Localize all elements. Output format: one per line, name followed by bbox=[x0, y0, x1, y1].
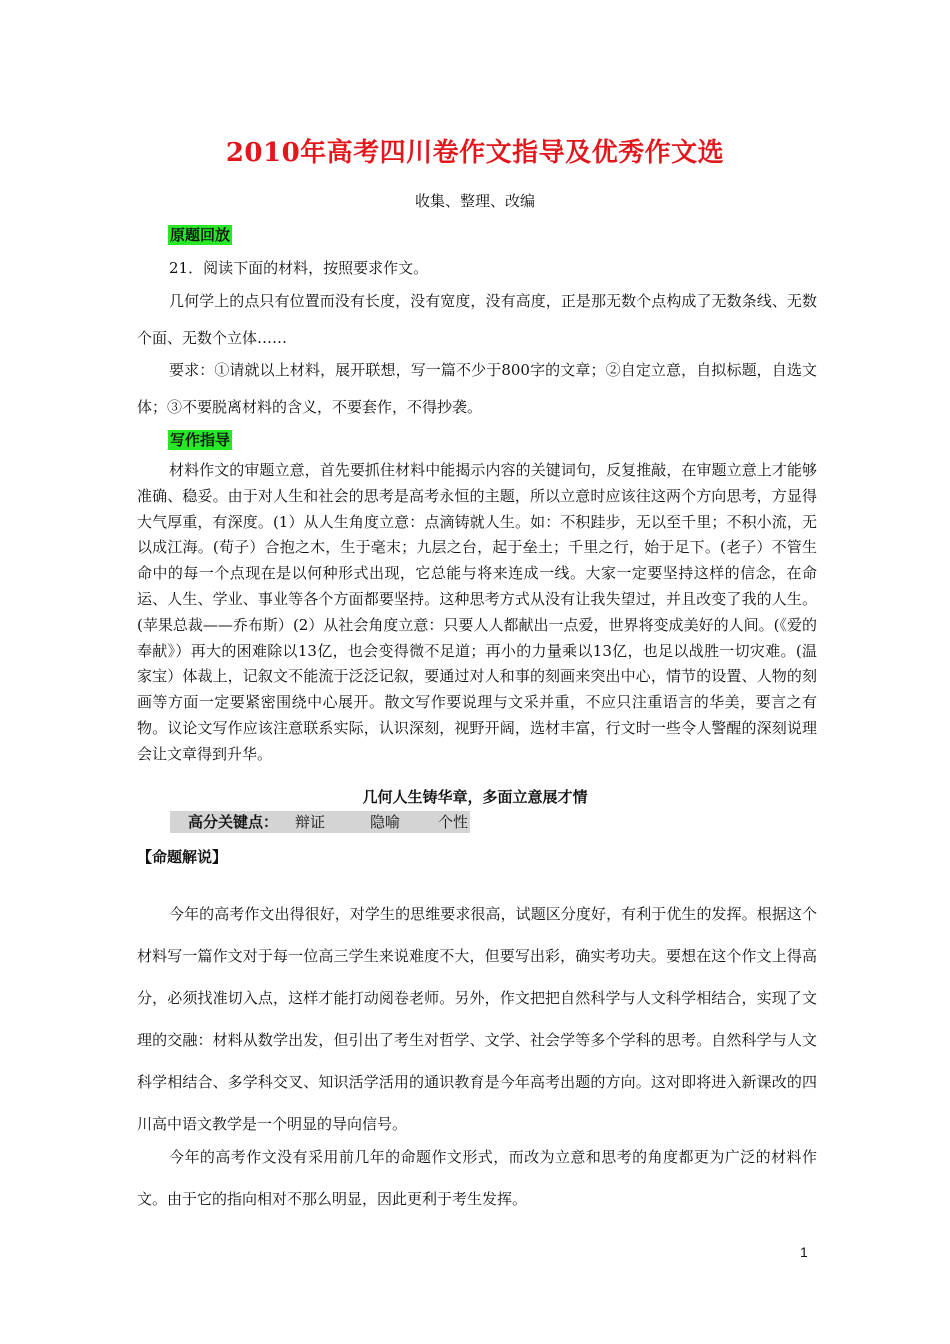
keypoint-tag: 辩证 bbox=[295, 813, 326, 831]
section-label-original bbox=[168, 225, 232, 245]
document-subtitle: 收集、整理、改编 bbox=[414, 192, 535, 210]
keypoint-tag: 个性 bbox=[438, 813, 469, 831]
document-title: 2010年高考四川卷作文指导及优秀作文选 bbox=[225, 138, 725, 168]
keypoints-label: 高分关键点： bbox=[188, 813, 279, 831]
analysis-paragraph: 今年的高考作文没有采用前几年的命题作文形式，而改为立意和思考的角度都更为广泛的材料作文。由于它的指向相对不那么明显，因此更利于考生发挥。 bbox=[137, 1148, 817, 1208]
guide-paragraph: 材料作文的审题立意，首先要抓住材料中能揭示内容的关键词句，反复推敲，在审题立意上才能够准确、稳妥。由于对人生和社会的思考是高考永恒的主题，所以立意时应该往这两个方向思考，方显得大气厚重，有深度。(1）从人生角度立意：点滴铸就人生。如：不积跬步，无以至千里；不积小流，无以成江海。(荀子）合抱之木，生于毫末；九层之台，起于垒土；千里之行，始于足下。(老子）不管生命中的每一个点现在是以何种形式出现，它总能与将来连成一线。大家一定要坚持这样的信念，在命运、人生、学业、事业等各个方面都要坚持。这种思考方式从没有让我失望过，并且改变了我的人生。(苹果总裁——乔布斯）(2）从社会角度立意：只要人人都献出一点爱，世界将变成美好的人间。(《爱的奉献》）再大的困难除以13亿，也会变得微不足道；再小的力量乘以13亿，也足以战胜一切灾难。(温家宝）体裁上，记叙文不能流于泛泛记叙，要通过对人和事的刻画来突出中心，情节的设置、人物的刻画等方面一定要紧密围绕中心展开。散文写作要说理与文采并重，不应只注重语言的华美，要言之有物。议论文写作应该注意联系实际，认识深刻，视野开阔，选材丰富，行文时一些令人警醒的深刻说理会让文章得到升华。 bbox=[137, 461, 817, 763]
analysis-label: 【命题解说】 bbox=[137, 848, 228, 866]
analysis-paragraph: 今年的高考作文出得很好，对学生的思维要求很高，试题区分度好，有利于优生的发挥。根据这个材料写一篇作文对于每一位高三学生来说难度不大，但要写出彩，确实考功夫。要想在这个作文上得高分，必须找准切入点，这样才能打动阅卷老师。另外，作文把把自然科学与人文科学相结合，实现了文理的交融：材料从数学出发，但引出了考生对哲学、文学、社会学等多个学科的思考。自然科学与人文科学相结合、多学科交叉、知识活学活用的通识教育是今年高考出题的方向。这对即将进入新课改的四川高中语文教学是一个明显的导向信号。 bbox=[137, 905, 817, 1133]
original-label-highlight: 原题回放 bbox=[170, 226, 231, 244]
page-number: 1 bbox=[800, 1244, 808, 1260]
question-material: 几何学上的点只有位置而没有长度，没有宽度，没有高度，正是那无数个点构成了无数条线、无数个面、无数个立体…… bbox=[137, 292, 817, 347]
question-requirements: 要求：①请就以上材料，展开联想，写一篇不少于800字的文章；②自定立意，自拟标题，自选文体；③不要脱离材料的含义，不要套作，不得抄袭。 bbox=[137, 361, 817, 416]
keypoint-tag: 隐喻 bbox=[370, 813, 401, 831]
keypoints-bar bbox=[170, 811, 470, 833]
essay-title: 几何人生铸华章，多面立意展才情 bbox=[362, 788, 588, 806]
guide-label-highlight: 写作指导 bbox=[170, 431, 231, 449]
question-prompt: 21．阅读下面的材料，按照要求作文。 bbox=[169, 259, 429, 277]
section-label-guide bbox=[168, 430, 232, 450]
